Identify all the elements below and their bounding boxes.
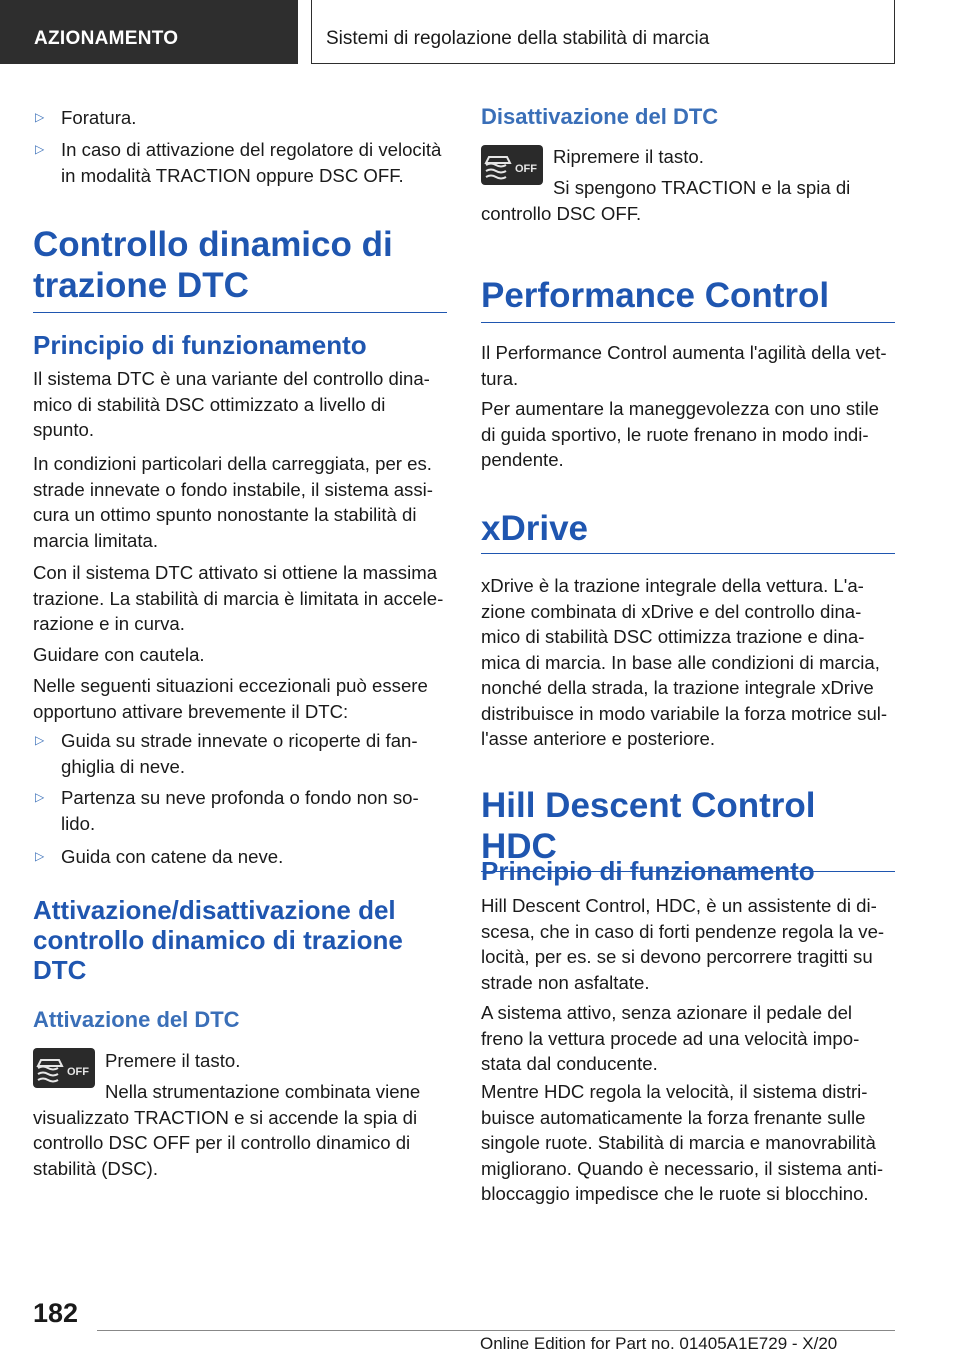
- off-label: OFF: [515, 163, 537, 175]
- heading-xdrive: xDrive: [481, 508, 895, 554]
- footer-edition: Online Edition for Part no. 01405A1E729 - X/20: [480, 1334, 838, 1353]
- paragraph: Il sistema DTC è una variante del controllo dina-mico di stabilità DSC ottimizzato a livello di spunto.: [33, 368, 430, 440]
- section-tab: [0, 0, 298, 64]
- paragraph: Ripremere il tasto.: [553, 146, 704, 167]
- paragraph: Con il sistema DTC attivato si ottiene la massima trazione. La stabilità di marcia è limitata in accele-razione e in curva.: [33, 562, 444, 634]
- paragraph: xDrive è la trazione integrale della vettura. L'a-zione combinata di xDrive e del controllo dina-mico di stabilità DSC ottimizza trazione e dina-mica di marcia. In base alle condizioni di marcia, nonché della strada, la trazione integrale xDrive distribuisce in modo variabile la forza motrice sul-l'asse anteriore e posteriore.: [481, 575, 888, 749]
- page-number: 182: [33, 1298, 79, 1328]
- triangle-bullet-icon: ▷: [35, 142, 45, 156]
- heading-performance: Performance Control: [481, 275, 895, 323]
- paragraph: Si spengono TRACTION e la spia di controllo DSC OFF.: [481, 177, 851, 224]
- heading-dtc: Controllo dinamico di trazione DTC: [33, 224, 447, 313]
- heading-attivazione-dtc: Attivazione del DTC: [33, 1007, 240, 1032]
- footer-divider: [97, 1330, 895, 1331]
- triangle-bullet-icon: ▷: [35, 733, 45, 747]
- paragraph: Nella strumentazione combinata viene visualizzato TRACTION e si accende la spia di controllo DSC OFF per il controllo dinamico di stabilità (DSC).: [33, 1081, 421, 1179]
- heading-hdc-principio: Principio di funzionamento: [481, 856, 815, 886]
- off-label: OFF: [67, 1066, 89, 1078]
- paragraph: A sistema attivo, senza azionare il pedale del freno la vettura procede ad una velocità impo-stata dal conducente.: [481, 1002, 860, 1074]
- paragraph: Guidare con cautela.: [33, 644, 205, 665]
- section-title: AZIONAMENTO: [34, 28, 179, 49]
- bullet-item: ▷ In caso di attivazione del regolatore di velocità in modalità TRACTION oppure DSC OFF.: [35, 139, 442, 186]
- triangle-bullet-icon: ▷: [35, 790, 45, 804]
- paragraph: Il Performance Control aumenta l'agilità della vet-tura.: [481, 342, 887, 389]
- paragraph: Hill Descent Control, HDC, è un assistente di di-scesa, che in caso di forti pendenze regola la ve-locità, per es. se si devono percorrere tragitti su strade non asfaltate.: [481, 895, 885, 993]
- chapter-title: Sistemi di regolazione della stabilità di marcia: [326, 28, 710, 49]
- chapter-tab: [311, 0, 895, 64]
- heading-hdc: Hill Descent Control HDC: [481, 785, 895, 872]
- bullet-item: ▷ Partenza su neve profonda o fondo non so-lido.: [35, 787, 419, 834]
- heading-attivazione: Attivazione/disattivazione del controllo dinamico di trazione DTC: [33, 895, 403, 985]
- paragraph: In condizioni particolari della carreggiata, per es. strade innevate o fondo instabile, il sistema assi-cura un ottimo spunto nonostante la stabilità di marcia limitata.: [33, 453, 433, 551]
- heading-principio: Principio di funzionamento: [33, 330, 367, 360]
- bullet-item: ▷ Guida con catene da neve.: [33, 844, 447, 870]
- triangle-bullet-icon: ▷: [35, 849, 45, 863]
- heading-disattivazione: Disattivazione del DTC: [481, 104, 719, 129]
- paragraph: Nelle seguenti situazioni eccezionali può essere opportuno attivare brevemente il DTC:: [33, 675, 428, 722]
- triangle-bullet-icon: ▷: [35, 110, 45, 124]
- paragraph: Premere il tasto.: [105, 1050, 241, 1071]
- paragraph: Mentre HDC regola la velocità, il sistema distri-buisce automaticamente la forza frenante sulle singole ruote. Stabilità di marcia e manovrabilità migliorano. Quando è necessario, il sistema anti-bloccaggio impedisce che le ruote si blocchino.: [481, 1081, 884, 1204]
- bullet-item: ▷ Foratura.: [33, 105, 447, 131]
- bullet-item: ▷ Guida su strade innevate o ricoperte di fan-ghiglia di neve.: [35, 730, 418, 777]
- paragraph: Per aumentare la maneggevolezza con uno stile di guida sportivo, le ruote frenano in modo indi-pendente.: [481, 398, 879, 470]
